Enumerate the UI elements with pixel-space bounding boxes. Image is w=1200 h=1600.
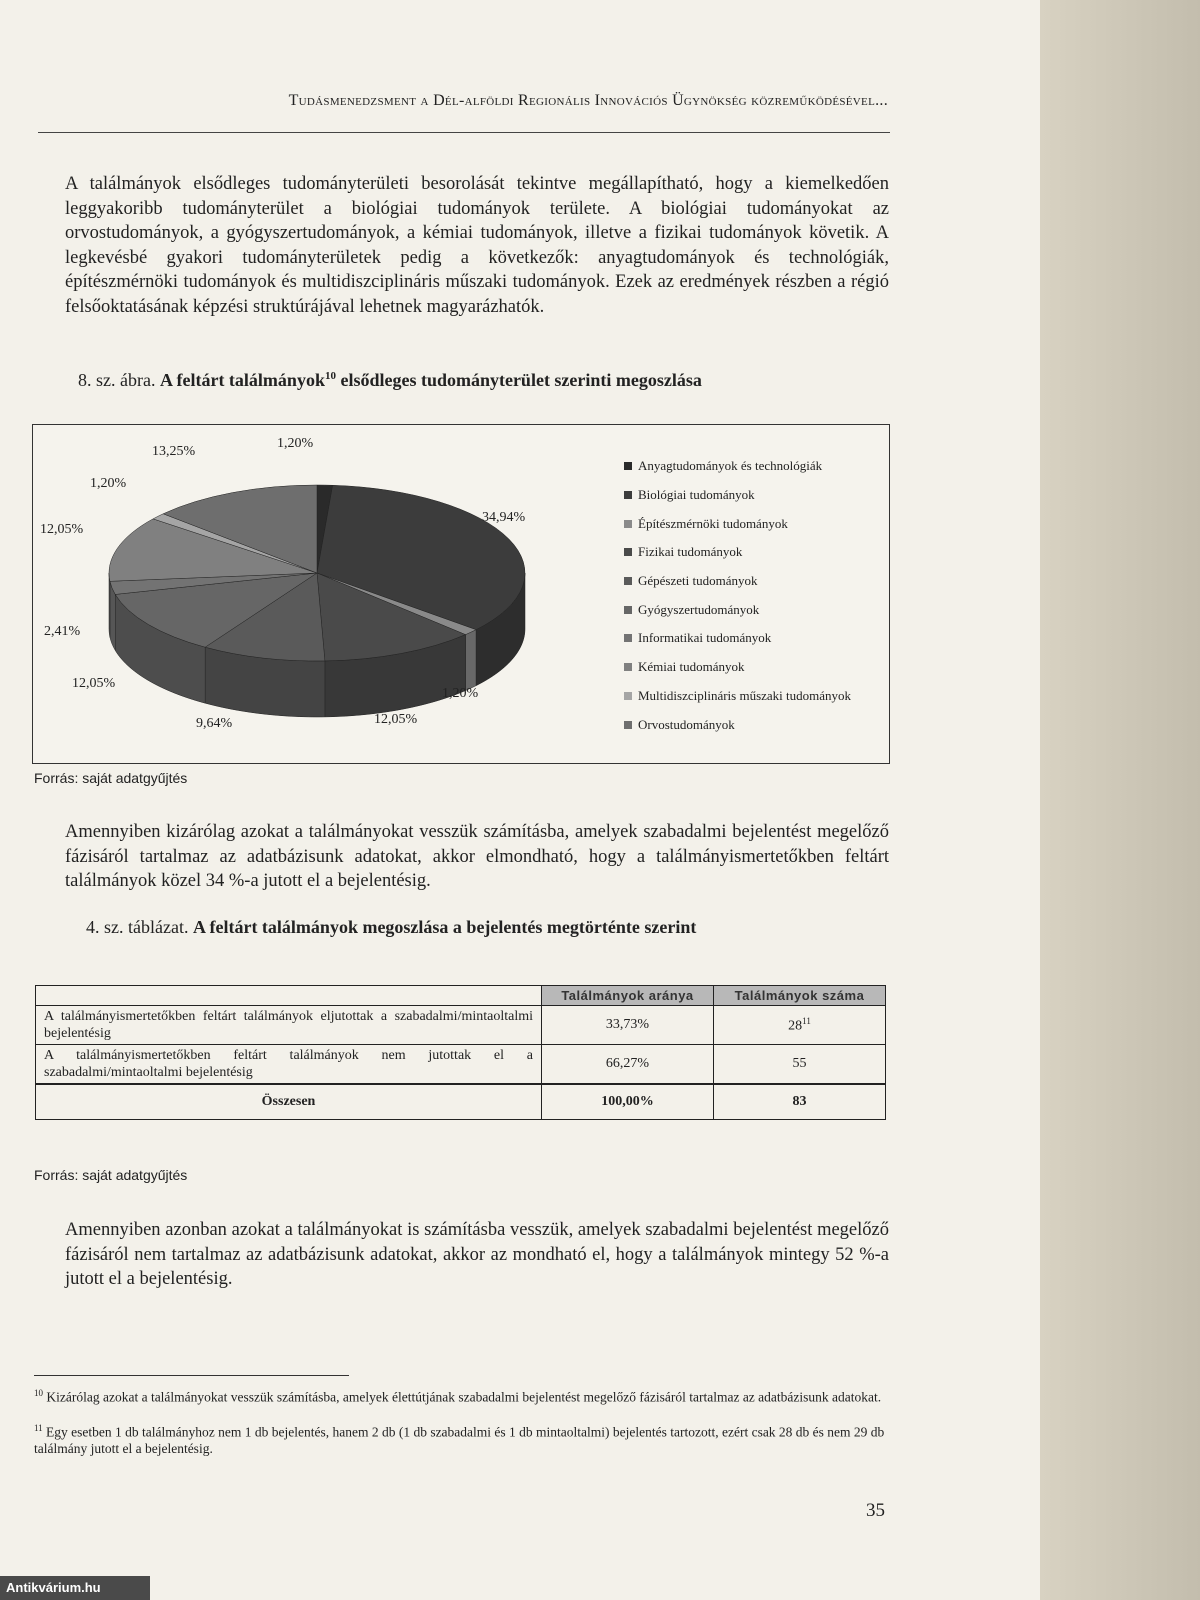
legend-label: Gyógyszertudományok xyxy=(638,601,760,617)
legend-label: Építészmérnöki tudományok xyxy=(638,515,788,531)
table-row-count-cell xyxy=(714,1006,886,1045)
table-label: 4. sz. táblázat. xyxy=(86,917,189,937)
header-rule xyxy=(38,132,890,133)
legend-swatch xyxy=(624,634,632,642)
legend-item xyxy=(624,653,894,682)
legend-item xyxy=(624,452,894,481)
legend-label: Informatikai tudományok xyxy=(638,630,772,646)
legend-item xyxy=(624,567,894,596)
pie-label-gyogy: 12,05% xyxy=(72,676,116,691)
legend-swatch xyxy=(624,721,632,729)
table-header-ratio: Találmányok aránya xyxy=(542,986,714,1006)
pie-label-bio: 34,94% xyxy=(482,510,526,525)
table-header-empty xyxy=(36,986,542,1006)
figure-title-part1: A feltárt találmányok xyxy=(159,370,325,390)
table-row-ratio: 66,27% xyxy=(542,1045,714,1085)
table-source: Forrás: saját adatgyűjtés xyxy=(34,1167,188,1183)
legend-item xyxy=(624,595,894,624)
legend-swatch xyxy=(624,462,632,470)
table-row-label: A találmányismertetőkben feltárt találmányok eljutottak a szabadalmi/mintaoltalmi bejelentésig xyxy=(36,1006,542,1045)
pie-label-epit: 1,20% xyxy=(442,686,479,701)
pie-label-fiz: 12,05% xyxy=(374,712,418,727)
table-header-row xyxy=(36,986,886,1006)
legend-label: Kémiai tudományok xyxy=(638,659,745,675)
paragraph-1: A találmányok elsődleges tudományterületi besorolását tekintve megállapítható, hogy a kiemelkedően leggyakoribb tudományterület a biológiai tudományok területe. A biológiai tudományokat az orvostudományok, a gyógyszertudományok, a kémiai tudományok, illetve a fizikai tudományok követik. A legkevésbé gyakori tudományterületek pedig a következők: anyagtudományok és technológiák, építészmérnöki tudományok és multidiszciplináris műszaki tudományok. Ezek az eredmények részben a régió felsőoktatásának képzési struktúrájával lehetnek magyarázhatók. xyxy=(65,174,889,317)
figure-caption xyxy=(78,370,702,391)
pie-label-gep: 9,64% xyxy=(196,716,233,731)
legend-label: Gépészeti tudományok xyxy=(638,573,758,589)
figure-source: Forrás: saját adatgyűjtés xyxy=(34,770,188,786)
table-row-ratio: 33,73% xyxy=(542,1006,714,1045)
legend-item xyxy=(624,538,894,567)
pie-label-info: 2,41% xyxy=(44,624,81,639)
legend-label: Anyagtudományok és technológiák xyxy=(638,458,823,474)
table-total-label: Összesen xyxy=(36,1084,542,1120)
figure-label: 8. sz. ábra. xyxy=(78,370,156,390)
table-total-count: 83 xyxy=(714,1084,886,1120)
figure-footnote-ref: 10 xyxy=(324,370,336,382)
table-row-count: 28 xyxy=(788,1018,803,1034)
pie-label-kemia: 12,05% xyxy=(40,522,84,537)
footnote-text: Egy esetben 1 db találmányhoz nem 1 db bejelentés, hanem 2 db (1 db szabadalmi és 1 db mintaoltalmi) bejelentés tartozott, ezért csak 28 db és nem 29 db találmány jutott el a bejelentésig. xyxy=(34,1424,885,1456)
data-table xyxy=(35,985,886,1120)
footnote-number: 10 xyxy=(34,1388,43,1398)
legend-label: Orvostudományok xyxy=(638,716,735,732)
pie-side-2 xyxy=(466,630,477,691)
legend-label: Biológiai tudományok xyxy=(638,487,755,503)
table-header-count: Találmányok száma xyxy=(714,986,886,1006)
paragraph-2: Amennyiben kizárólag azokat a találmányokat vesszük számításba, amelyek szabadalmi bejelentést megelőző fázisáról tartalmaz az adatbázisunk adatokat, akkor elmondható, hogy a találmányismertetőkben feltárt találmányok közel 34 %-a jutott el a bejelentésig. xyxy=(65,822,889,891)
legend-label: Fizikai tudományok xyxy=(638,544,743,560)
pie-side-7 xyxy=(109,573,110,637)
chart-legend xyxy=(624,452,894,739)
legend-swatch xyxy=(624,577,632,585)
pie-label-orvos: 13,25% xyxy=(152,444,196,459)
legend-swatch xyxy=(624,692,632,700)
legend-item xyxy=(624,710,894,739)
pie-label-anyag: 1,20% xyxy=(277,436,314,451)
table-title: A feltárt találmányok megoszlása a bejelentés megtörténte szerint xyxy=(192,917,697,937)
legend-item xyxy=(624,481,894,510)
figure-title-part2: elsődleges tudományterület szerinti megoszlása xyxy=(335,370,702,390)
footnote-11 xyxy=(34,1420,890,1457)
table-row-count-footnote: 11 xyxy=(802,1015,811,1026)
table-total-ratio: 100,00% xyxy=(542,1084,714,1120)
legend-swatch xyxy=(624,520,632,528)
legend-item xyxy=(624,509,894,538)
legend-swatch xyxy=(624,663,632,671)
table-row xyxy=(36,1045,886,1085)
table-caption xyxy=(86,917,696,938)
page-edge xyxy=(1040,0,1200,1600)
paragraph-3: Amennyiben azonban azokat a találmányokat is számításba vesszük, amelyek szabadalmi bejelentést megelőző fázisáról nem tartalmaz az adatbázisunk adatokat, akkor az mondható el, hogy a találmányok mintegy 52 %-a jutott el a bejelentésig. xyxy=(65,1220,889,1289)
running-header: Tudásmenedzsment a Dél-alföldi Regionális Innovációs Ügynökség közreműködésével... xyxy=(288,92,888,109)
legend-label: Multidiszciplináris műszaki tudományok xyxy=(638,687,852,703)
legend-swatch xyxy=(624,548,632,556)
footnote-text: Kizárólag azokat a találmányokat vesszük számításba, amelyek élettútjának szabadalmi bejelentést megelőző fázisáról tartalmaz az adatbázisunk adatokat. xyxy=(46,1389,882,1405)
watermark: Antikvárium.hu xyxy=(0,1576,150,1600)
table-row-label: A találmányismertetőkben feltárt találmányok nem jutottak el a szabadalmi/mintaoltalmi bejelentésig xyxy=(36,1045,542,1085)
footnote-number: 11 xyxy=(34,1423,43,1433)
legend-swatch xyxy=(624,606,632,614)
footnote-rule xyxy=(34,1375,349,1376)
footnote-10 xyxy=(34,1385,890,1406)
legend-swatch xyxy=(624,491,632,499)
pie-label-multi: 1,20% xyxy=(90,476,127,491)
legend-item xyxy=(624,682,894,711)
page-number: 35 xyxy=(866,1500,885,1521)
table-row-count: 55 xyxy=(714,1045,886,1085)
table-row xyxy=(36,1006,886,1045)
legend-item xyxy=(624,624,894,653)
table-total-row xyxy=(36,1084,886,1120)
